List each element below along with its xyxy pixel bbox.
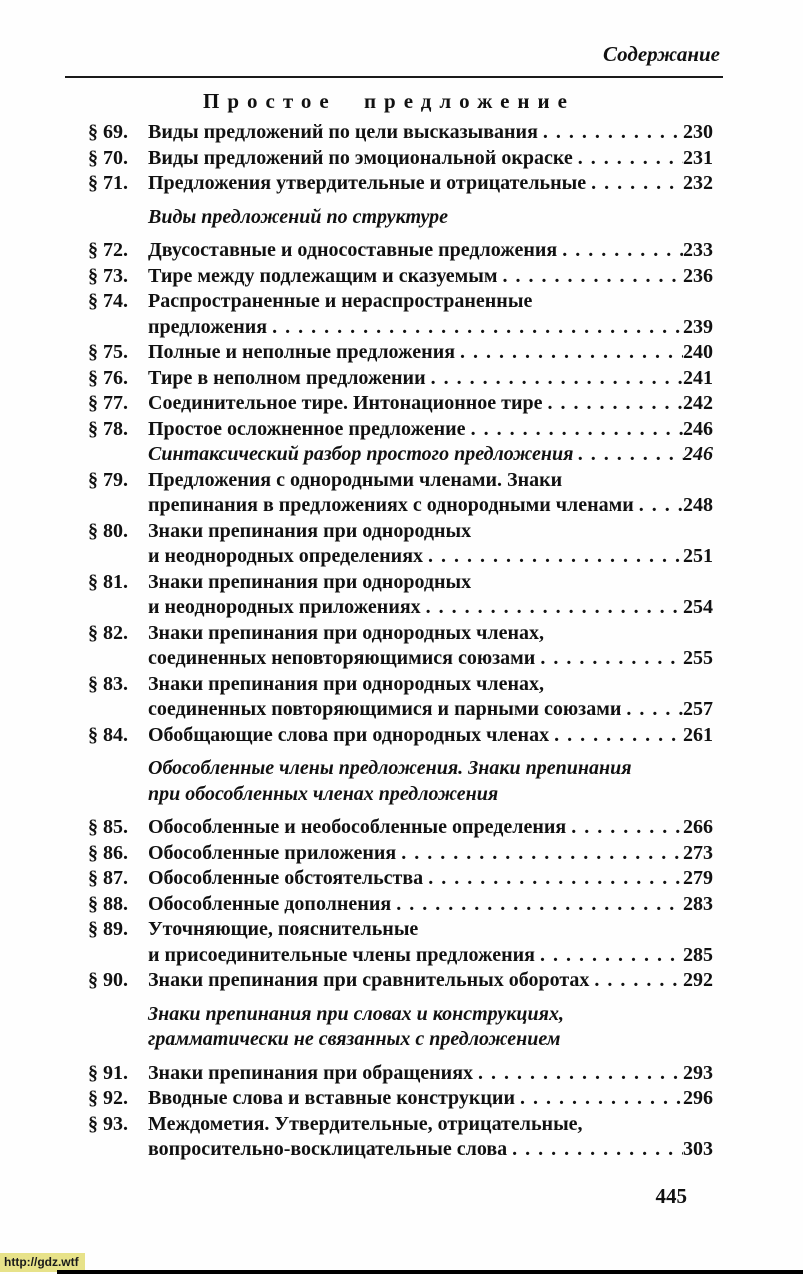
section-number: § 91. <box>88 1061 128 1084</box>
toc-entry <box>88 519 713 570</box>
entry-title: Соединительное тире. Интонационное тире <box>148 392 543 414</box>
section-number: § 80. <box>88 519 128 542</box>
dot-leader <box>396 892 683 918</box>
entry-page-number: 240 <box>683 341 713 363</box>
entry-leader-line <box>148 238 713 264</box>
bottom-scan-bar <box>57 1270 803 1274</box>
entry-title: соединенных повторяющимися и парными союзами <box>148 698 622 720</box>
entry-leader-line <box>148 544 713 570</box>
entry-page-number: 248 <box>683 494 713 516</box>
entry-page-number: 246 <box>683 443 713 465</box>
entry-title-line: Знаки препинания при однородных членах, <box>148 621 545 644</box>
entry-page-number: 236 <box>683 264 713 287</box>
entry-page-number: 255 <box>683 647 713 669</box>
entry-title-line: Знаки препинания при словах и конструкциях, <box>148 1002 564 1025</box>
section-number: § 79. <box>88 468 128 491</box>
entry-title: и неоднородных приложениях <box>148 596 421 618</box>
entry-leader-line <box>148 264 713 290</box>
dot-leader <box>272 315 683 341</box>
section-number: § 73. <box>88 264 128 287</box>
toc-entry <box>88 468 713 519</box>
entry-leader-line <box>148 366 713 392</box>
dot-leader <box>578 442 683 468</box>
entry-page-number: 279 <box>683 867 713 889</box>
entry-leader-line <box>148 866 713 892</box>
entry-leader-line <box>148 943 713 969</box>
watermark-url: http://gdz.wtf <box>0 1253 85 1272</box>
entry-title-line: Распространенные и нераспространенные <box>148 290 533 312</box>
dot-leader <box>594 968 683 994</box>
toc-entry <box>88 442 713 468</box>
toc-entry <box>88 417 713 443</box>
dot-leader <box>426 595 683 621</box>
section-number: § 84. <box>88 723 128 746</box>
toc-entry <box>88 866 713 892</box>
toc-entry <box>88 968 713 994</box>
entry-title-line: Знаки препинания при однородных <box>148 570 472 593</box>
dot-leader <box>428 544 683 570</box>
entry-title-line: Знаки препинания при однородных <box>148 519 472 542</box>
entry-content <box>148 1002 713 1053</box>
entry-content <box>148 1086 713 1112</box>
entry-title: Обособленные приложения <box>148 841 397 864</box>
entry-title-line: Знаки препинания при однородных членах, <box>148 672 545 695</box>
table-of-contents <box>65 88 713 1163</box>
entry-title: Обособленные обстоятельства <box>148 867 424 889</box>
entry-title: Тире между подлежащим и сказуемым <box>148 264 498 287</box>
header-rule <box>65 76 723 78</box>
entry-page-number: 230 <box>683 121 713 143</box>
toc-entry <box>88 366 713 392</box>
entry-page-number: 273 <box>683 841 713 864</box>
dot-leader <box>540 943 683 969</box>
entry-page-number: 257 <box>683 698 713 720</box>
section-number: § 70. <box>88 146 128 169</box>
entry-leader-line <box>148 1061 713 1087</box>
entry-page-number: 283 <box>683 892 713 915</box>
dot-leader <box>478 1061 683 1087</box>
section-number: § 87. <box>88 867 128 889</box>
entry-content <box>148 756 713 807</box>
toc-entry <box>88 340 713 366</box>
entry-leader-line <box>148 442 713 468</box>
entry-content <box>148 570 713 621</box>
toc-entry <box>88 892 713 918</box>
section-number <box>88 205 148 231</box>
toc-entry <box>88 917 713 968</box>
toc-entry <box>88 264 713 290</box>
entry-title: Обобщающие слова при однородных членах <box>148 723 550 746</box>
dot-leader <box>562 238 683 264</box>
entry-page-number: 296 <box>683 1087 713 1109</box>
entry-title: Знаки препинания при сравнительных оборотах <box>148 969 590 991</box>
entry-title: Тире в неполном предложении <box>148 366 426 389</box>
toc-entry <box>88 672 713 723</box>
section-number <box>88 1002 148 1053</box>
entry-title-line: Обособленные члены предложения. Знаки препинания <box>148 757 632 779</box>
entry-title-line: Уточняющие, пояснительные <box>148 918 419 940</box>
entry-leader-line <box>148 171 713 197</box>
entry-title: Синтаксический разбор простого предложения <box>148 443 574 465</box>
entry-leader-line <box>148 892 713 918</box>
entry-page-number: 232 <box>683 172 713 194</box>
section-number: § 76. <box>88 366 128 389</box>
entry-content <box>148 391 713 417</box>
entry-content <box>148 723 713 749</box>
entry-title: Обособленные дополнения <box>148 892 392 915</box>
section-number <box>88 442 148 468</box>
entry-leader-line <box>148 315 713 341</box>
page-number: 445 <box>655 1184 687 1208</box>
entry-content <box>148 238 713 264</box>
section-number: § 92. <box>88 1087 128 1109</box>
entry-page-number: 292 <box>683 969 713 991</box>
entry-page-number: 293 <box>683 1061 713 1084</box>
entry-page-number: 233 <box>683 239 713 261</box>
toc-list <box>65 120 713 1163</box>
entry-page-number: 231 <box>683 146 713 169</box>
entry-leader-line <box>148 1086 713 1112</box>
entry-leader-line <box>148 120 713 146</box>
entry-content <box>148 340 713 366</box>
entry-title: и присоединительные члены предложения <box>148 943 535 966</box>
toc-entry <box>88 841 713 867</box>
entry-title: Двусоставные и односоставные предложения <box>148 239 558 261</box>
entry-leader-line <box>148 146 713 172</box>
entry-page-number: 246 <box>683 417 713 440</box>
section-number <box>88 756 148 807</box>
entry-title: препинания в предложениях с однородными членами <box>148 494 634 516</box>
entry-content <box>148 815 713 841</box>
section-number: § 75. <box>88 341 128 363</box>
entry-title: Простое осложненное предложение <box>148 417 466 440</box>
entry-leader-line <box>148 493 713 519</box>
entry-leader-line <box>148 595 713 621</box>
dot-leader <box>401 841 683 867</box>
entry-leader-line <box>148 340 713 366</box>
dot-leader <box>543 120 683 146</box>
section-number: § 82. <box>88 621 128 644</box>
toc-entry <box>88 289 713 340</box>
dot-leader <box>591 171 683 197</box>
section-heading: Простое предложение <box>203 89 575 113</box>
entry-content <box>148 621 713 672</box>
running-header: Содержание <box>603 42 720 66</box>
toc-entry <box>88 238 713 264</box>
section-number: § 90. <box>88 969 128 991</box>
dot-leader <box>571 815 683 841</box>
entry-content <box>148 892 713 918</box>
toc-entry <box>88 1086 713 1112</box>
dot-leader <box>460 340 683 366</box>
entry-content <box>148 205 713 231</box>
entry-title: Виды предложений по цели высказывания <box>148 121 538 143</box>
entry-title-line: грамматически не связанных с предложением <box>148 1028 561 1050</box>
dot-leader <box>471 417 683 443</box>
toc-entry <box>88 391 713 417</box>
entry-page-number: 239 <box>683 315 713 338</box>
entry-content <box>148 468 713 519</box>
toc-entry <box>88 120 713 146</box>
dot-leader <box>540 646 683 672</box>
entry-title: Предложения утвердительные и отрицательные <box>148 172 587 194</box>
section-number: § 89. <box>88 918 128 940</box>
entry-content <box>148 1112 713 1163</box>
entry-title: и неоднородных определениях <box>148 545 424 567</box>
entry-title: Обособленные и необособленные определения <box>148 816 567 838</box>
dot-leader <box>554 723 683 749</box>
entry-leader-line <box>148 968 713 994</box>
entry-page-number: 242 <box>683 392 713 414</box>
section-number: § 77. <box>88 392 128 414</box>
entry-leader-line <box>148 391 713 417</box>
entry-content <box>148 519 713 570</box>
entry-title: вопросительно-восклицательные слова <box>148 1138 508 1160</box>
entry-page-number: 303 <box>683 1138 713 1160</box>
toc-entry <box>88 1061 713 1087</box>
dot-leader <box>431 366 683 392</box>
dot-leader <box>520 1086 683 1112</box>
toc-subheading <box>88 1002 713 1053</box>
toc-entry <box>88 1112 713 1163</box>
entry-page-number: 254 <box>683 596 713 618</box>
entry-page-number: 266 <box>683 816 713 838</box>
entry-title: Виды предложений по эмоциональной окраске <box>148 146 573 169</box>
dot-leader <box>503 264 683 290</box>
toc-subheading <box>88 205 713 231</box>
toc-entry <box>88 570 713 621</box>
entry-leader-line <box>148 815 713 841</box>
dot-leader <box>428 866 683 892</box>
section-number: § 72. <box>88 239 128 261</box>
entry-leader-line <box>148 841 713 867</box>
dot-leader <box>626 697 683 723</box>
dot-leader <box>639 493 683 519</box>
entry-title-line: Виды предложений по структуре <box>148 205 449 228</box>
entry-content <box>148 672 713 723</box>
entry-content <box>148 866 713 892</box>
entry-page-number: 261 <box>683 723 713 746</box>
entry-content <box>148 841 713 867</box>
section-number: § 78. <box>88 417 128 440</box>
entry-content <box>148 366 713 392</box>
entry-leader-line <box>148 417 713 443</box>
section-number: § 83. <box>88 672 128 695</box>
entry-content <box>148 968 713 994</box>
toc-entry <box>88 146 713 172</box>
toc-entry <box>88 723 713 749</box>
entry-title: Полные и неполные предложения <box>148 341 456 363</box>
entry-title: Знаки препинания при обращениях <box>148 1061 474 1084</box>
dot-leader <box>512 1137 683 1163</box>
entry-content <box>148 1061 713 1087</box>
entry-content <box>148 917 713 968</box>
section-number: § 88. <box>88 892 128 915</box>
entry-content <box>148 171 713 197</box>
entry-content <box>148 264 713 290</box>
toc-entry <box>88 621 713 672</box>
entry-leader-line <box>148 697 713 723</box>
entry-leader-line <box>148 723 713 749</box>
section-number: § 85. <box>88 816 128 838</box>
entry-page-number: 285 <box>683 943 713 966</box>
entry-content <box>148 146 713 172</box>
entry-page-number: 241 <box>683 366 713 389</box>
section-number: § 69. <box>88 121 128 143</box>
dot-leader <box>547 391 683 417</box>
entry-title: соединенных неповторяющимися союзами <box>148 647 536 669</box>
entry-title: Вводные слова и вставные конструкции <box>148 1087 515 1109</box>
toc-entry <box>88 171 713 197</box>
section-number: § 93. <box>88 1112 128 1135</box>
entry-content <box>148 442 713 468</box>
entry-title-line: Предложения с однородными членами. Знаки <box>148 468 563 491</box>
dot-leader <box>578 146 683 172</box>
section-number: § 71. <box>88 172 128 194</box>
entry-title-line: при обособленных членах предложения <box>148 782 499 805</box>
entry-content <box>148 289 713 340</box>
section-number: § 81. <box>88 570 128 593</box>
toc-entry <box>88 815 713 841</box>
entry-title-line: Междометия. Утвердительные, отрицательные, <box>148 1112 583 1135</box>
section-number: § 86. <box>88 841 128 864</box>
entry-content <box>148 120 713 146</box>
entry-content <box>148 417 713 443</box>
entry-leader-line <box>148 1137 713 1163</box>
section-number: § 74. <box>88 290 128 312</box>
entry-title: предложения <box>148 315 268 338</box>
entry-page-number: 251 <box>683 545 713 567</box>
toc-subheading <box>88 756 713 807</box>
entry-leader-line <box>148 646 713 672</box>
